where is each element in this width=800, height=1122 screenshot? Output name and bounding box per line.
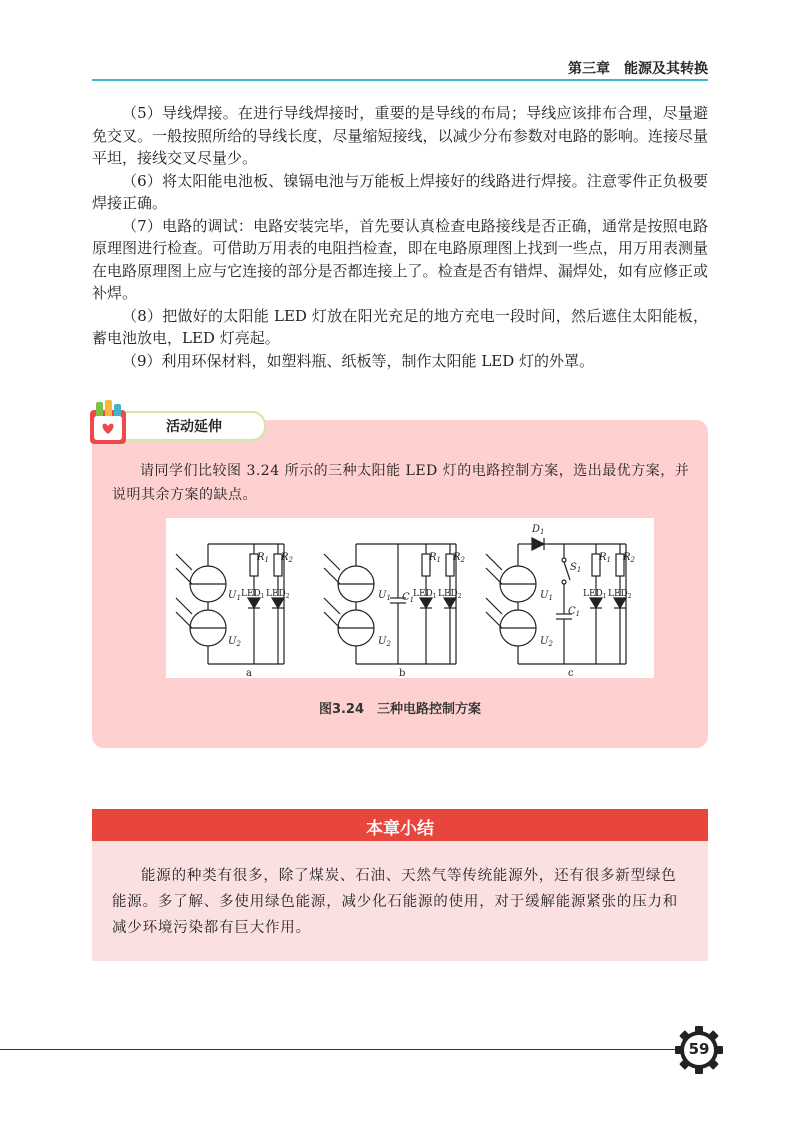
label-led1-c: $LED_1$ <box>583 589 607 600</box>
label-d1-c: $D_1$ <box>532 524 545 536</box>
summary-title: 本章小结 <box>366 819 434 839</box>
label-u1-a: $U_1$ <box>228 590 241 602</box>
summary-header <box>92 809 708 841</box>
header-divider <box>92 79 708 81</box>
label-led1-b: $LED_1$ <box>413 589 437 600</box>
panel-label-a: a <box>246 668 252 678</box>
footer-divider <box>0 1049 690 1050</box>
paragraph-step-8: （8）把做好的太阳能 LED 灯放在阳光充足的地方充电一段时间，然后遮住太阳能板，蓄电池放电，LED 灯亮起。 <box>92 306 708 347</box>
label-r2-b: $R_2$ <box>453 552 465 564</box>
panel-label-b: b <box>399 668 406 678</box>
activity-instruction: 请同学们比较图 3.24 所示的三种太阳能 LED 灯的电路控制方案，选出最优方案，并说明其余方案的缺点。 <box>112 463 690 503</box>
circuit-diagrams <box>166 518 654 678</box>
label-r2-a: $R_2$ <box>281 552 293 564</box>
paragraph-step-6: （6）将太阳能电池板、镍镉电池与万能板上焊接好的线路进行焊接。注意零件正负极要焊接正确。 <box>92 171 708 212</box>
activity-title: 活动延伸 <box>166 419 222 435</box>
label-c1-c: $C_1$ <box>568 606 581 618</box>
summary-text <box>112 863 688 941</box>
page-number: 59 <box>688 1040 710 1058</box>
label-s1-c: $S_1$ <box>570 562 582 574</box>
label-u2-b: $U_2$ <box>378 636 391 648</box>
shopping-bag-icon <box>86 398 130 446</box>
label-r1-c: $R_1$ <box>599 552 611 564</box>
summary-paragraph: 能源的种类有很多，除了煤炭、石油、天然气等传统能源外，还有很多新型绿色能源。多了解、多使用绿色能源，减少化石能源的使用，对于缓解能源紧张的压力和减少环境污染都有巨大作用。 <box>112 868 679 936</box>
body-text <box>92 102 708 372</box>
label-r2-c: $R_2$ <box>623 552 635 564</box>
activity-text <box>112 459 692 507</box>
summary-box <box>92 841 708 961</box>
label-r1-a: $R_1$ <box>257 552 269 564</box>
paragraph-step-9: （9）利用环保材料，如塑料瓶、纸板等，制作太阳能 LED 灯的外罩。 <box>122 351 595 370</box>
label-u2-a: $U_2$ <box>228 636 241 648</box>
label-led1-a: $LED_1$ <box>241 589 265 600</box>
header-title: 第三章 能源及其转换 <box>568 61 708 77</box>
label-r1-b: $R_1$ <box>429 552 441 564</box>
label-u2-c: $U_2$ <box>540 636 553 648</box>
paragraph-step-5: （5）导线焊接。在进行导线焊接时，重要的是导线的布局；导线应该排布合理，尽量避免交叉。一般按照所给的导线长度，尽量缩短接线，以减少分布参数对电路的影响。连接尽量平坦，接线交叉尽量少。 <box>92 104 708 167</box>
label-u1-c: $U_1$ <box>540 590 553 602</box>
paragraph-step-7: （7）电路的调试：电路安装完毕，首先要认真检查电路接线是否正确，通常是按照电路原理图进行检查。可借助万用表的电阻挡检查，即在电路原理图上找到一些点，用万用表测量在电路原理图上应与它连接的部分是否都连接上了。检查是否有错焊、漏焊处，如有应修正或补焊。 <box>92 216 708 302</box>
circuit-figure <box>166 518 654 678</box>
label-c1-b: $C_1$ <box>402 592 415 604</box>
label-led2-b: $LED_2$ <box>438 589 462 600</box>
panel-label-c: c <box>568 668 574 678</box>
label-u1-b: $U_1$ <box>378 590 391 602</box>
label-led2-c: $LED_2$ <box>608 589 632 600</box>
label-led2-a: $LED_2$ <box>266 589 290 600</box>
figure-caption: 图3.24 三种电路控制方案 <box>318 702 482 717</box>
